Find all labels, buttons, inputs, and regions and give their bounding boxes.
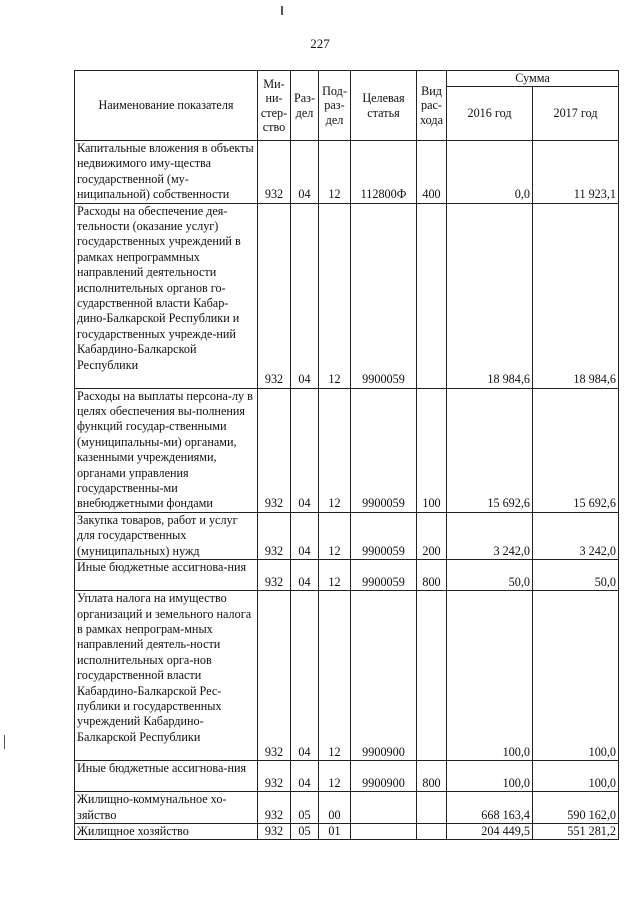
table-row xyxy=(75,203,619,388)
row-target: 9900900 xyxy=(351,761,417,792)
row-target: 112800Ф xyxy=(351,141,417,204)
row-sum-2017: 100,0 xyxy=(533,591,619,761)
row-section: 04 xyxy=(291,761,319,792)
row-subsection: 12 xyxy=(319,591,351,761)
row-sum-2017: 3 242,0 xyxy=(533,512,619,559)
row-subsection: 12 xyxy=(319,512,351,559)
row-target: 9900059 xyxy=(351,203,417,388)
row-section: 04 xyxy=(291,560,319,591)
table-row xyxy=(75,823,619,839)
row-expense-type: 800 xyxy=(417,560,447,591)
row-subsection: 12 xyxy=(319,560,351,591)
table-row xyxy=(75,141,619,204)
row-name: Расходы на выплаты персона-лу в целях обеспечения вы-полнения функций государ-ственными (муниципальны-ми) органами, казенными учреждениями, органами управления государственны-ми внебюджетными фондами xyxy=(75,388,258,512)
row-sum-2017: 551 281,2 xyxy=(533,823,619,839)
row-section: 05 xyxy=(291,792,319,824)
row-sum-2016: 0,0 xyxy=(447,141,533,204)
header-target: Целевая статья xyxy=(351,71,417,141)
row-sum-2017: 100,0 xyxy=(533,761,619,792)
row-ministry: 932 xyxy=(258,512,291,559)
row-sum-2016: 204 449,5 xyxy=(447,823,533,839)
row-section: 04 xyxy=(291,388,319,512)
row-sum-2016: 668 163,4 xyxy=(447,792,533,824)
row-name: Закупка товаров, работ и услуг для государственных (муниципальных) нужд xyxy=(75,512,258,559)
row-name: Капитальные вложения в объекты недвижимого иму-щества государственной (му-ниципальной) собственности xyxy=(75,141,258,204)
row-expense-type: 800 xyxy=(417,761,447,792)
row-sum-2016: 100,0 xyxy=(447,591,533,761)
row-section: 04 xyxy=(291,512,319,559)
header-name: Наименование показателя xyxy=(75,71,258,141)
row-name: Жилищное хозяйство xyxy=(75,823,258,839)
row-ministry: 932 xyxy=(258,203,291,388)
row-expense-type: 200 xyxy=(417,512,447,559)
row-subsection: 12 xyxy=(319,141,351,204)
left-scan-mark xyxy=(4,735,5,749)
row-target: 9900900 xyxy=(351,591,417,761)
row-name: Расходы на обеспечение дея-тельности (оказание услуг) государственных учреждений в рамках непрограммных направлений деятельности исполнительных органов го-сударственной власти Кабар-дино-Балкарской Республики и государственных учрежде-ний Кабардино-Балкарской Республики xyxy=(75,203,258,388)
row-section: 04 xyxy=(291,203,319,388)
row-target: 9900059 xyxy=(351,560,417,591)
row-ministry: 932 xyxy=(258,560,291,591)
row-ministry: 932 xyxy=(258,388,291,512)
table-row xyxy=(75,792,619,824)
row-section: 04 xyxy=(291,141,319,204)
row-name: Иные бюджетные ассигнова-ния xyxy=(75,761,258,792)
row-ministry: 932 xyxy=(258,823,291,839)
table-row xyxy=(75,512,619,559)
row-ministry: 932 xyxy=(258,591,291,761)
row-sum-2016: 3 242,0 xyxy=(447,512,533,559)
row-name: Иные бюджетные ассигнова-ния xyxy=(75,560,258,591)
row-expense-type xyxy=(417,203,447,388)
row-sum-2016: 15 692,6 xyxy=(447,388,533,512)
row-expense-type: 100 xyxy=(417,388,447,512)
row-sum-2016: 50,0 xyxy=(447,560,533,591)
row-sum-2016: 100,0 xyxy=(447,761,533,792)
row-expense-type xyxy=(417,792,447,824)
row-target xyxy=(351,823,417,839)
row-expense-type: 400 xyxy=(417,141,447,204)
row-sum-2016: 18 984,6 xyxy=(447,203,533,388)
row-subsection: 12 xyxy=(319,761,351,792)
header-sum: Сумма xyxy=(447,71,619,87)
row-target xyxy=(351,792,417,824)
header-year-2017: 2017 год xyxy=(533,87,619,141)
row-section: 04 xyxy=(291,591,319,761)
header-expense-type: Вид рас- хода xyxy=(417,71,447,141)
row-section: 05 xyxy=(291,823,319,839)
row-expense-type xyxy=(417,591,447,761)
row-target: 9900059 xyxy=(351,512,417,559)
row-sum-2017: 15 692,6 xyxy=(533,388,619,512)
top-scan-mark xyxy=(281,6,283,15)
page-number: 227 xyxy=(310,36,330,51)
row-sum-2017: 50,0 xyxy=(533,560,619,591)
header-section: Раз- дел xyxy=(291,71,319,141)
row-expense-type xyxy=(417,823,447,839)
table-row xyxy=(75,761,619,792)
row-ministry: 932 xyxy=(258,141,291,204)
header-subsection: Под- раз- дел xyxy=(319,71,351,141)
row-name: Уплата налога на имущество организаций и земельного налога в рамках непрограм-мных направлений деятель-ности исполнительных орга-нов государственной власти Кабардино-Балкарской Рес-публики и государственных учреждений Кабардино-Балкарской Республики xyxy=(75,591,258,761)
budget-table xyxy=(74,70,619,840)
row-subsection: 00 xyxy=(319,792,351,824)
row-ministry: 932 xyxy=(258,792,291,824)
row-subsection: 12 xyxy=(319,388,351,512)
table-row xyxy=(75,388,619,512)
row-name: Жилищно-коммунальное хо-зяйство xyxy=(75,792,258,824)
row-target: 9900059 xyxy=(351,388,417,512)
row-ministry: 932 xyxy=(258,761,291,792)
row-sum-2017: 590 162,0 xyxy=(533,792,619,824)
row-sum-2017: 18 984,6 xyxy=(533,203,619,388)
header-year-2016: 2016 год xyxy=(447,87,533,141)
row-subsection: 12 xyxy=(319,203,351,388)
row-sum-2017: 11 923,1 xyxy=(533,141,619,204)
header-ministry: Ми- ни- стер- ство xyxy=(258,71,291,141)
row-subsection: 01 xyxy=(319,823,351,839)
table-row xyxy=(75,591,619,761)
table-row xyxy=(75,560,619,591)
